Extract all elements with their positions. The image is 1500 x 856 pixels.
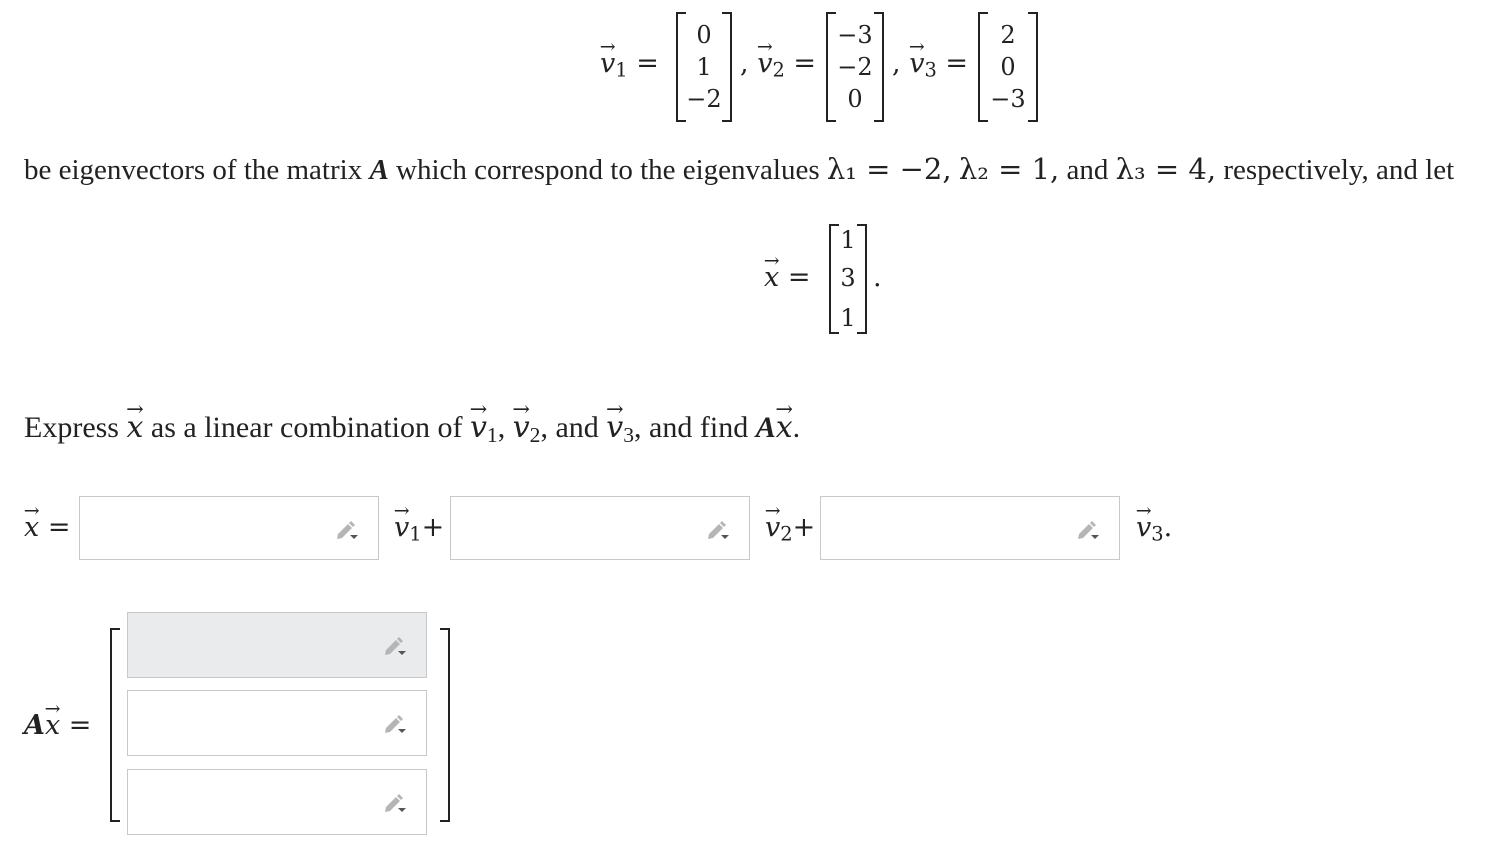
v2-entry-2: −2 (837, 53, 873, 81)
v1-entry-3: −2 (686, 85, 722, 113)
x-entry-3: 1 (840, 304, 856, 332)
pencil-dropdown-icon[interactable] (382, 633, 408, 657)
v1-matrix (676, 12, 732, 122)
ax-entry-3-box[interactable] (127, 769, 427, 835)
ax-label: A→ x = (24, 710, 91, 741)
v2-entry-1: −3 (837, 21, 873, 49)
pencil-dropdown-icon[interactable] (1075, 517, 1101, 541)
pencil-dropdown-icon[interactable] (382, 711, 408, 735)
coefficient-2-input[interactable] (461, 497, 703, 561)
coefficient-3-input[interactable] (831, 497, 1073, 561)
x-matrix (829, 224, 867, 334)
ax-entry-3-input[interactable] (138, 770, 380, 836)
v3-entry-1: 2 (1000, 21, 1016, 49)
v3-entry-2: 0 (1000, 53, 1016, 81)
x-entry-1: 1 (840, 226, 856, 254)
x-label: → x = (764, 262, 810, 293)
ax-entry-2-box[interactable] (127, 690, 427, 756)
ax-entry-2-input[interactable] (138, 691, 380, 757)
v1-entry-2: 1 (696, 53, 712, 81)
ax-entry-1-input[interactable] (138, 613, 380, 679)
ax-entry-1-box[interactable] (127, 612, 427, 678)
v1-entry-1: 0 (696, 21, 712, 49)
x-period: . (873, 262, 882, 293)
v2-term: → $v_2+$ (765, 512, 815, 545)
v2-label: , → $v_2$ = (740, 48, 816, 81)
v3-entry-3: −3 (990, 85, 1026, 113)
ax-right-bracket (440, 628, 450, 822)
statement-line: be eigenvectors of the matrix A which correspond to the eigenvalues λ₁ = −2, λ₂ = 1, and λ₃ = 4, respectively, and let (24, 152, 1455, 186)
x-entry-2: 3 (840, 264, 856, 292)
coefficient-1-box[interactable] (79, 496, 379, 560)
v1-label: → $v_1$ = (600, 48, 659, 81)
v2-entry-3: 0 (847, 85, 863, 113)
pencil-dropdown-icon[interactable] (382, 790, 408, 814)
v3-term: → $v_3$. (1136, 512, 1172, 545)
x-eq-label: → x = (24, 512, 70, 543)
coefficient-3-box[interactable] (820, 496, 1120, 560)
ax-left-bracket (110, 628, 120, 822)
v1-term: → $v_1+$ (394, 512, 444, 545)
pencil-dropdown-icon[interactable] (334, 517, 360, 541)
question-line: Express → x as a linear combination of → $v_1$, → $v_2$, and → $v_3$, and find A→ x. (24, 410, 800, 448)
v3-matrix (978, 12, 1038, 122)
coefficient-2-box[interactable] (450, 496, 750, 560)
pencil-dropdown-icon[interactable] (705, 517, 731, 541)
coefficient-1-input[interactable] (90, 497, 332, 561)
v3-label: , → $v_3$ = (892, 48, 968, 81)
v2-matrix (826, 12, 884, 122)
